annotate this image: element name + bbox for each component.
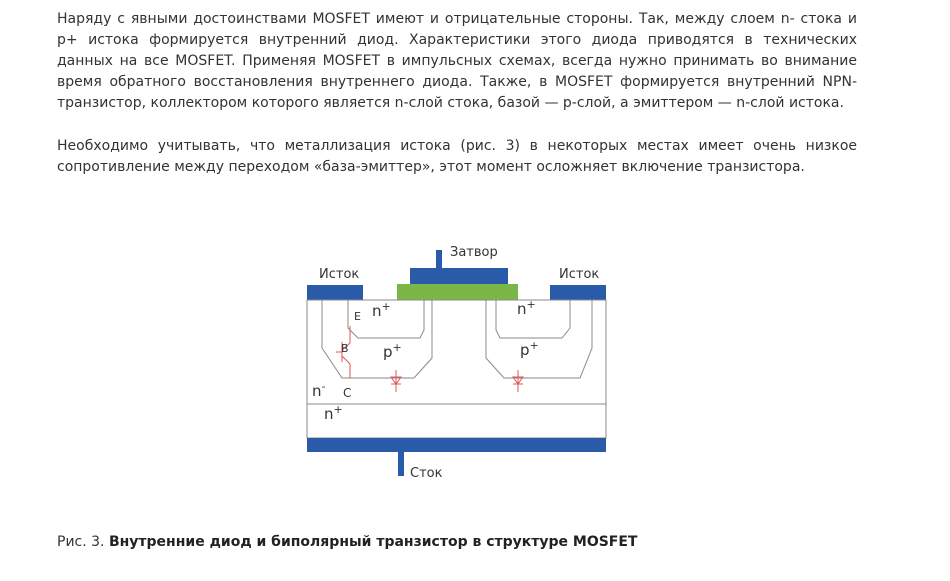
n-plus-substrate-label: n+ xyxy=(324,403,343,423)
n-plus-label-left: n+ xyxy=(372,300,391,320)
p-plus-label-left: p+ xyxy=(383,341,402,361)
mosfet-structure-diagram xyxy=(300,238,620,488)
n-minus-label: n- xyxy=(312,380,326,400)
collector-label: C xyxy=(343,386,352,400)
gate-terminal xyxy=(436,250,442,270)
body-diode-right xyxy=(513,370,523,392)
device-body xyxy=(307,300,606,404)
drain-terminal xyxy=(398,452,404,476)
drain-metal xyxy=(307,438,606,452)
emitter-label: E xyxy=(354,310,361,323)
gate-electrode xyxy=(410,268,508,284)
n-plus-label-right: n+ xyxy=(517,298,536,318)
n-plus-substrate xyxy=(307,404,606,438)
source-label-right: Исток xyxy=(559,267,600,282)
source-metal-right xyxy=(550,285,606,300)
gate-label: Затвор xyxy=(450,245,498,260)
caption-title: Внутренние диод и биполярный транзистор в структуре MOSFET xyxy=(108,534,638,550)
gate-oxide xyxy=(397,284,518,300)
p-well-right xyxy=(486,300,592,378)
drain-label: Сток xyxy=(410,466,443,481)
figure-caption xyxy=(57,532,637,552)
body-diode-left xyxy=(391,370,401,392)
p-plus-label-right: p+ xyxy=(520,339,539,359)
paragraph-1: Наряду с явными достоинствами MOSFET имеют и отрицательные стороны. Так, между слоем n- стока и p+ истока формируется внутренний диод. Характеристики этого диода приводятся в технических данных на все MOSFET. Применяя MOSFET в импульсных схемах, всегда нужно принимать во внимание время обратного восстановления внутреннего диода. Также, в MOSFET формируется внутренний NPN-транзистор, коллектором которого является n-слой стока, базой — p-слой, а эмиттером — n-слой истока. xyxy=(57,11,857,111)
base-label: B xyxy=(341,342,349,355)
source-label-left: Исток xyxy=(319,267,360,282)
caption-prefix: Рис. 3. xyxy=(57,534,109,550)
source-metal-left xyxy=(307,285,363,300)
paragraph-2: Необходимо учитывать, что металлизация истока (рис. 3) в некоторых местах имеет очень низкое сопротивление между переходом «база-эмиттер», этот момент осложняет включение транзистора. xyxy=(57,138,857,175)
